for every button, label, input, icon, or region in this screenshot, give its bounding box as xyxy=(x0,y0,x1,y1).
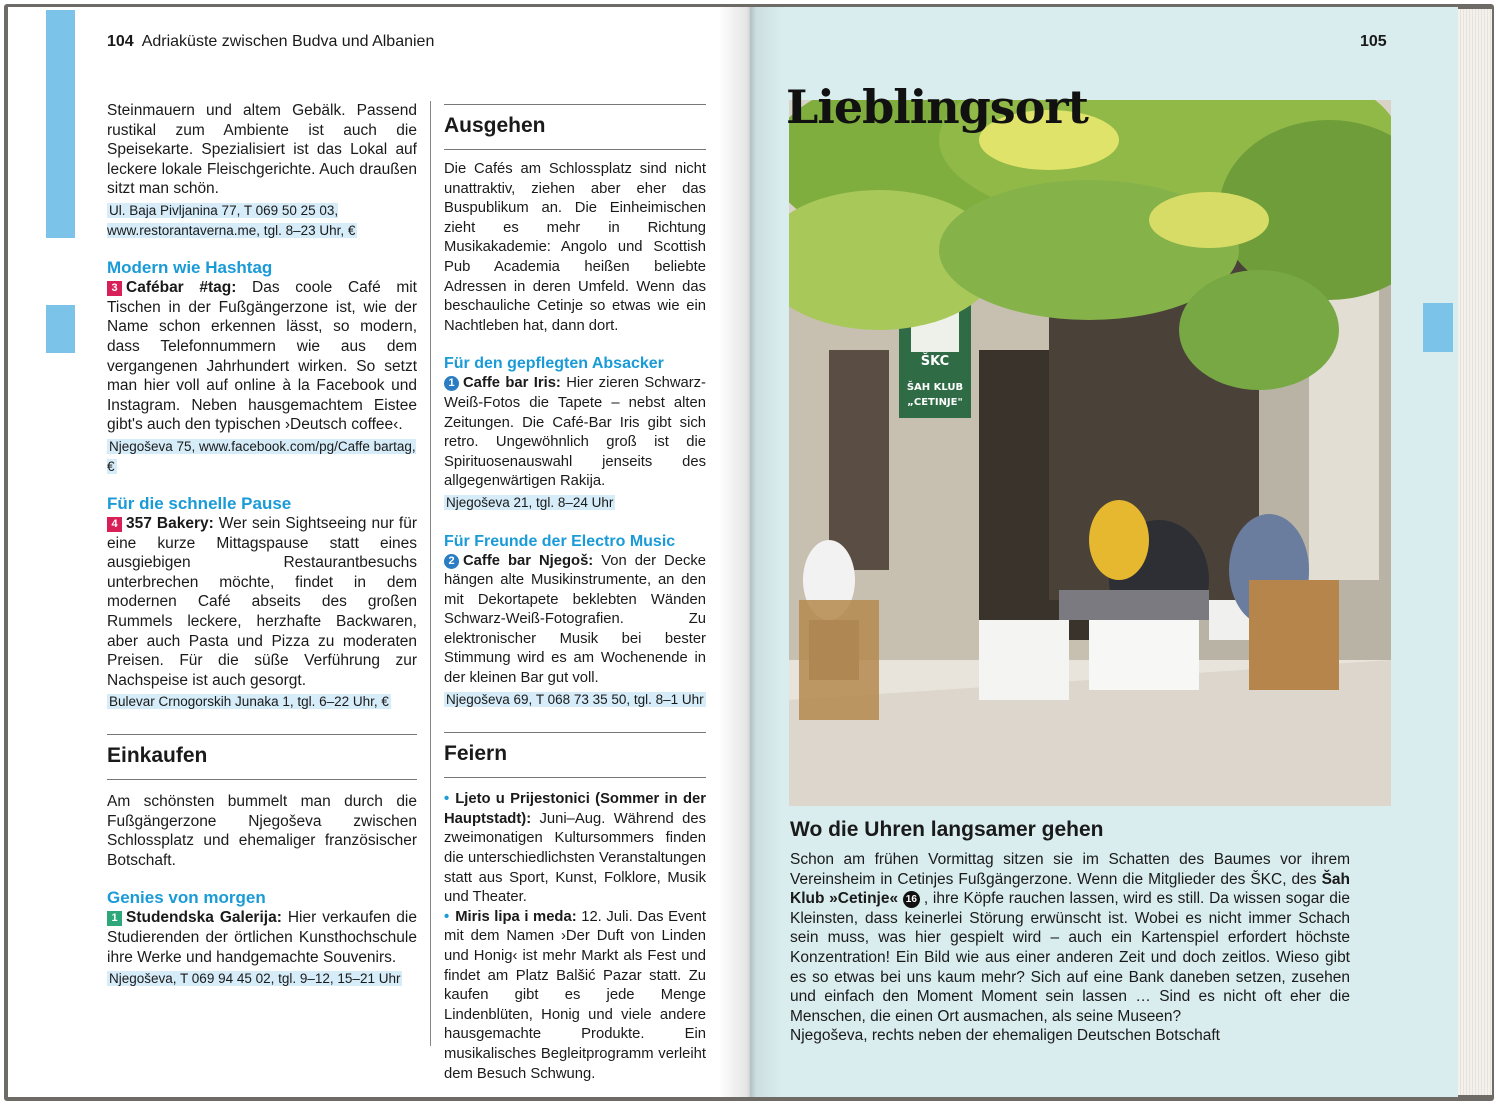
feiern-item-2-text: 12. Juli. Das Event mit dem Namen ›Der Duft von Linden und Honig‹ ist mehr Markt als Fest und findet am Platz Balšić Pazar statt. Zu kaufen gibt es jede Menge Lindenblüten, Honig und viele andere hausgemachte Produkte. Ein musikalisches Begleitprogramm verleiht dem Besuch Schwung. xyxy=(444,908,706,1082)
running-title: Adriaküste zwischen Budva und Albanien xyxy=(141,33,435,50)
einkaufen-title: Einkaufen xyxy=(107,734,417,780)
entry-3-heading: Modern wie Hashtag xyxy=(107,258,273,278)
entry-s1-heading: Genies von morgen xyxy=(107,888,266,908)
right-heading: Wo die Uhren langsamer gehen xyxy=(790,818,1104,841)
thumb-tab-right xyxy=(1423,303,1453,352)
left-column-1 xyxy=(107,101,417,989)
page-number-right: 105 xyxy=(1360,33,1387,50)
running-header xyxy=(107,33,434,51)
entry-1-address: Njegoševa 21, tgl. 8–24 Uhr xyxy=(446,494,614,510)
marker-3-icon: 3 xyxy=(107,281,122,296)
feiern-item-2-name: Miris lipa i meda: xyxy=(455,908,577,925)
marker-2-icon: 2 xyxy=(444,554,459,569)
bullet-icon: • xyxy=(444,791,450,808)
entry-4-text: Wer sein Sightseeing nur für eine kurze Mittagspause statt eines ausgiebigen Restaurantbesuchs unterbrechen möchte, findet in dem modernen Café abseits des großen Rummels leckere, herzhafte Backwaren, aber auch Pasta und Pizza zu moderaten Preisen. Für die süße Verführung zur Nachspeise ist auch gesorgt. xyxy=(107,515,417,689)
entry-3-text: Das coole Café mit Tischen in der Fußgängerzone ist, wie der Name schon erkennen lässt, so modern, dass Telefonnummern wie aus dem vergangenen Jahrhundert wirken. So setzt man hier voll auf online à la Facebook und Instagram. Neben hausgemachtem Eistee gibt's auch den typischen ›Deutsch coffee‹. xyxy=(107,279,417,434)
sign-line-1: ŠKC xyxy=(920,354,950,369)
marker-4-icon: 4 xyxy=(107,517,122,532)
entry-4-heading: Für die schnelle Pause xyxy=(107,494,292,514)
photo-chess-club xyxy=(789,100,1391,806)
page-number-left: 104 xyxy=(107,33,134,50)
marker-1-icon: 1 xyxy=(444,376,459,391)
entry-1-heading: Für den gepflegten Absacker xyxy=(444,355,664,373)
entry-2-name: Caffe bar Njegoš: xyxy=(463,552,594,569)
thumb-tab-mid xyxy=(46,305,75,353)
sign-line-3: „CETINJE" xyxy=(907,397,963,408)
sign-line-2: ŠAH KLUB xyxy=(906,382,964,393)
ausgehen-text: Die Cafés am Schlossplatz sind nicht unattraktiv, ziehen aber eher das Buspublikum an. Die Einheimischen zieht es mehr in Richtung Musikakademie: Angolo und Scottish Pub Academia heißen beliebte Adressen in deren Umfeld. Wenn das beschauliche Cetinje so etwas wie ein Nachtleben hat, dann dort. xyxy=(444,161,706,334)
feiern-title: Feiern xyxy=(444,732,706,778)
right-address: Njegoševa, rechts neben der ehemaligen Deutschen Botschaft xyxy=(790,1027,1220,1045)
entry-s1-text: Hier verkaufen die Studierenden der örtlichen Kunsthochschule ihre Werke und handgemachte Souvenirs. xyxy=(107,909,417,966)
lieblingsort-title: Lieblingsort xyxy=(786,80,1088,134)
entry-4-address: Bulevar Crnogorskih Junaka 1, tgl. 6–22 Uhr, € xyxy=(109,694,389,710)
entry-2-address: Njegoševa 69, T 068 73 35 50, tgl. 8–1 Uhr xyxy=(446,691,704,707)
entry-3-address: Njegoševa 75, www.facebook.com/pg/Caffe bartag, € xyxy=(107,438,416,474)
entry-1-text: Hier zieren Schwarz-Weiß-Fotos die Tapete – nebst alten Zeitungen. Die Café-Bar Iris gibt sich retro. Ungewöhnlich groß ist die Spirituosenauswahl jenseits des allgegenwärtigen Rakija. xyxy=(444,375,706,490)
entry-2-text: Von der Decke hängen alte Musikinstrumente, an den mit Dekortapete beklebten Wänden Schwarz-Weiß-Fotografien. Zu elektronischer Musik bei bester Stimmung wird es am Wochenende in der kleinen Bar gut voll. xyxy=(444,552,706,687)
entry-s1-name: Studendska Galerija: xyxy=(126,909,282,927)
page-stack-edge xyxy=(1458,9,1492,1095)
bullet-icon: • xyxy=(444,908,450,925)
einkaufen-text: Am schönsten bummelt man durch die Fußgängerzone Njegoševa zwischen Schlossplatz und ehemaliger französischer Botschaft. xyxy=(107,793,417,869)
shop-marker-icon: 1 xyxy=(107,911,122,926)
entry-1-name: Caffe bar Iris: xyxy=(463,375,561,392)
thumb-tab-top xyxy=(46,10,75,238)
entry-3-name: Cafébar #tag: xyxy=(126,279,237,297)
ausgehen-title: Ausgehen xyxy=(444,104,706,150)
right-text-after: , ihre Köpfe rauchen lassen, wird es still. Da wissen sogar die Kleinsten, dass keinerlei Störung erwünscht ist. Wobei es nicht immer Schach sein muss, was hier gespielt wird – auch ein Kartenspiel erfordert höchste Konzentration! Ein Bild wie aus einer anderen Zeit und doch zeitlos. Wieso gibt es so etwas bei uns kaum mehr? Sich auf eine Bank daneben setzen, zusehen und einfach den Moment Moment sein lassen … Sind es nicht oft eher die Menschen, die einen Ort ausmachen, als seine Museen? xyxy=(790,890,1350,1025)
right-text-before: Schon am frühen Vormittag sitzen sie im Schatten des Baumes vor ihrem Vereinsheim in Cetinjes Fußgängerzone. Wenn die Mitglieder des ŠKC, des xyxy=(790,851,1350,888)
entry-4-name: 357 Bakery: xyxy=(126,515,214,533)
right-body xyxy=(790,850,1350,1046)
entry-2-heading: Für Freunde der Electro Music xyxy=(444,532,676,550)
feiern-item-1-name: Ljeto u Prijestonici (Sommer in der Hauptstadt): xyxy=(444,791,706,827)
column-divider xyxy=(430,101,431,1046)
intro-address: Ul. Baja Pivljanina 77, T 069 50 25 03, www.restorantaverna.me, tgl. 8–23 Uhr, € xyxy=(107,202,356,238)
intro-text: Steinmauern und altem Gebälk. Passend rustikal zum Ambiente ist auch die Speisekarte. Spezialisiert ist das Lokal auf leckere lokale Fleischgerichte. Auch draußen sitzt man schön. xyxy=(107,102,417,198)
right-bold-name: Šah Klub »Cetinje« xyxy=(790,870,1350,908)
entry-s1-address: Njegoševa, T 069 94 45 02, tgl. 9–12, 15–21 Uhr xyxy=(109,971,401,987)
feiern-item-1-text: Juni–Aug. Während des zweimonatigen Kultursommers finden die unterschiedlichsten Veranstaltungen statt aus Sport, Kunst, Folklore, Musik und Theater. xyxy=(444,810,706,906)
marker-16-icon: 16 xyxy=(903,891,920,908)
left-column-2 xyxy=(444,104,706,1084)
